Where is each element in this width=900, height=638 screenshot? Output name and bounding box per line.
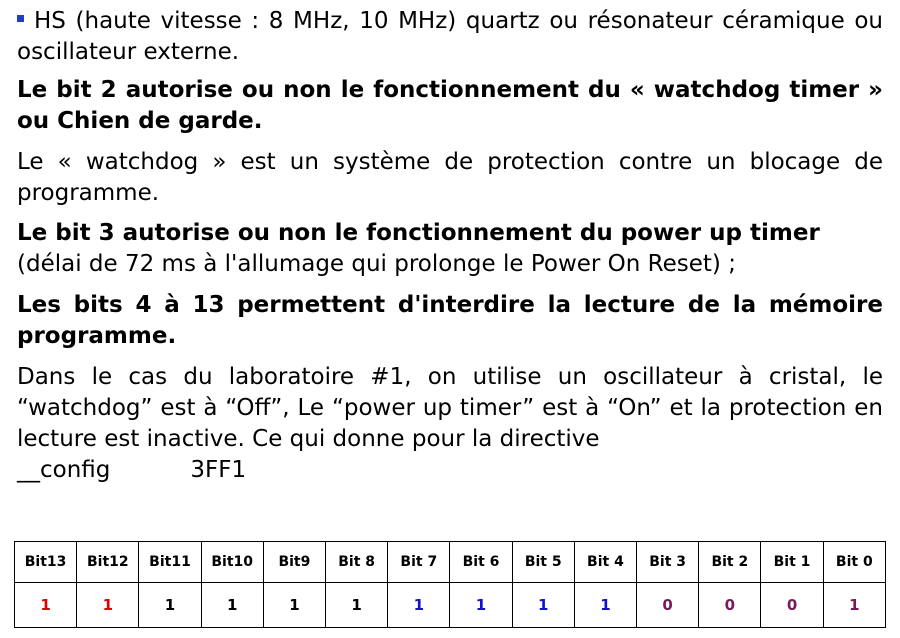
table-value-row (15, 583, 886, 628)
bullet-hs-paragraph (17, 6, 883, 68)
document-page (17, 6, 883, 486)
watchdog-description: Le « watchdog » est un système de protection contre un blocage de programme. (17, 149, 883, 206)
table-header-cell: Bit9 (263, 542, 325, 583)
table-value-cell: 1 (15, 583, 77, 628)
table-value-cell: 1 (263, 583, 325, 628)
table-header-cell: Bit 7 (388, 542, 450, 583)
bit3-heading: Le bit 3 autorise ou non le fonctionnement du power up timer (17, 220, 820, 246)
config-directive: __config (17, 457, 111, 483)
table-header-row (15, 542, 886, 583)
table-header-cell: Bit 3 (637, 542, 699, 583)
table-value-cell: 1 (512, 583, 574, 628)
table-header-cell: Bit 0 (823, 542, 885, 583)
table-header-cell: Bit 2 (699, 542, 761, 583)
table-header-cell: Bit 8 (326, 542, 388, 583)
bullet-hs-text: HS (haute vitesse : 8 MHz, 10 MHz) quartz ou résonateur céramique ou oscillateur externe. (17, 8, 883, 65)
table-header-cell: Bit13 (15, 542, 77, 583)
table-header-cell: Bit 4 (574, 542, 636, 583)
table-value-cell: 1 (139, 583, 201, 628)
table-value-cell: 1 (450, 583, 512, 628)
bit2-heading: Le bit 2 autorise ou non le fonctionnement du « watchdog timer » ou Chien de garde. (17, 77, 883, 134)
table-header-cell: Bit 5 (512, 542, 574, 583)
table-value-cell: 1 (77, 583, 139, 628)
lab-description: Dans le cas du laboratoire #1, on utilise un oscillateur à cristal, le “watchdog” est à “Off”, Le “power up timer” est à “On” et la protection en lecture est inactive. Ce qui donne pour la directive (17, 364, 883, 452)
config-directive-line (17, 455, 883, 486)
table-header-cell: Bit 1 (761, 542, 823, 583)
config-value: 3FF1 (190, 457, 247, 483)
config-bits-table (14, 541, 886, 628)
table-header-cell: Bit11 (139, 542, 201, 583)
table-value-cell: 0 (637, 583, 699, 628)
table-value-cell: 1 (388, 583, 450, 628)
table-value-cell: 1 (823, 583, 885, 628)
table-value-cell: 1 (326, 583, 388, 628)
table-header-cell: Bit 6 (450, 542, 512, 583)
table-header-cell: Bit10 (201, 542, 263, 583)
square-bullet-icon (17, 15, 24, 22)
table-value-cell: 0 (761, 583, 823, 628)
table-value-cell: 0 (699, 583, 761, 628)
table-value-cell: 1 (201, 583, 263, 628)
table-header-cell: Bit12 (77, 542, 139, 583)
table-value-cell: 1 (574, 583, 636, 628)
bit3-description: (délai de 72 ms à l'allumage qui prolonge le Power On Reset) ; (17, 251, 736, 277)
bits4-13-heading: Les bits 4 à 13 permettent d'interdire la lecture de la mémoire programme. (17, 292, 883, 349)
